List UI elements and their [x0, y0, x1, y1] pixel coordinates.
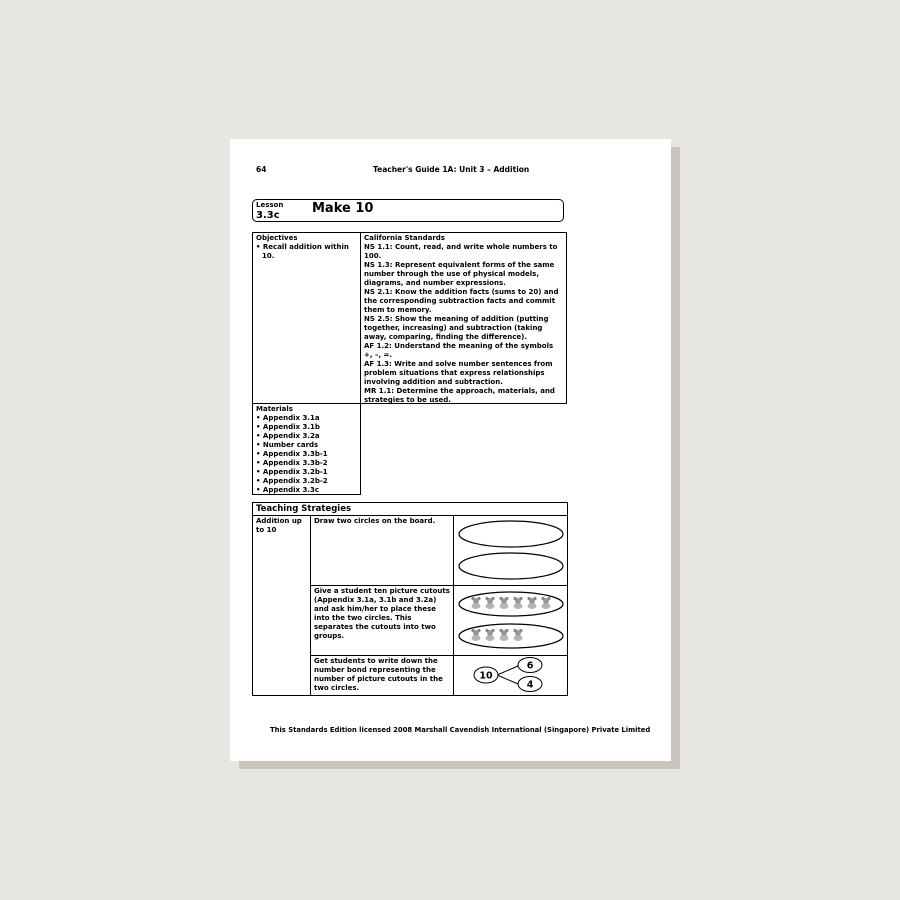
- picture-cutout-icon: [471, 629, 480, 641]
- empty-circle-bottom: [459, 553, 563, 579]
- teaching-step-3: Get students to write down the number bond representing the number of picture cutouts in the two circles.: [310, 655, 454, 696]
- standard-item: NS 2.1: Know the addition facts (sums to 20) and the corresponding subtraction facts and commit them to memory.: [364, 288, 559, 314]
- materials-heading: Materials: [256, 405, 293, 413]
- two-circles-svg: [454, 516, 567, 585]
- number-bond-svg: [454, 656, 567, 695]
- teaching-step-2: Give a student ten picture cutouts (Appendix 3.1a, 3.1b and 3.2a) and ask him/her to place these into the two circles. This separates the cutouts into two groups.: [310, 585, 454, 656]
- material-item: • Appendix 3.2b-1: [256, 468, 357, 477]
- picture-cutout-icon: [499, 629, 508, 641]
- material-item: • Appendix 3.3b-1: [256, 450, 357, 459]
- standard-item: NS 2.5: Show the meaning of addition (putting together, increasing) and subtraction (taking away, comparing, finding the difference).: [364, 315, 549, 341]
- running-title: Teacher's Guide 1A: Unit 3 – Addition: [373, 165, 530, 174]
- picture-cutout-icon: [527, 597, 536, 609]
- standards-heading: California Standards: [364, 234, 445, 242]
- material-item: • Appendix 3.1b: [256, 423, 357, 432]
- picture-cutout-icon: [513, 629, 522, 641]
- material-item: • Appendix 3.2a: [256, 432, 357, 441]
- standard-item: NS 1.1: Count, read, and write whole numbers to 100.: [364, 243, 558, 260]
- picture-cutout-icon: [541, 597, 550, 609]
- picture-cutout-icon: [485, 629, 494, 641]
- two-circles-illustration: [453, 515, 568, 586]
- materials-cell: [252, 403, 361, 495]
- cutouts-svg: [454, 586, 567, 655]
- objectives-heading: Objectives: [256, 234, 298, 242]
- objectives-list: [256, 243, 357, 261]
- objective-item: • Recall addition within 10.: [256, 243, 357, 261]
- teaching-step-1: Draw two circles on the board.: [310, 515, 454, 586]
- bond-part1-value: 6: [526, 660, 534, 672]
- material-item: • Appendix 3.3b-2: [256, 459, 357, 468]
- bond-part2-value: 4: [526, 679, 534, 691]
- standards-cell: [360, 232, 567, 404]
- material-item: • Number cards: [256, 441, 357, 450]
- teaching-section-label: Addition up to 10: [252, 515, 311, 696]
- picture-cutout-icon: [485, 597, 494, 609]
- picture-cutout-icon: [471, 597, 480, 609]
- material-item: • Appendix 3.2b-2: [256, 477, 357, 486]
- cutouts-illustration: [453, 585, 568, 656]
- teaching-strategies-heading: Teaching Strategies: [252, 502, 568, 516]
- material-item: • Appendix 3.3c: [256, 486, 357, 495]
- empty-circle-top: [459, 521, 563, 547]
- standard-item: AF 1.3: Write and solve number sentences from problem situations that express relationships involving addition and subtraction.: [364, 360, 553, 386]
- lesson-header: [252, 199, 564, 222]
- standard-item: AF 1.2: Understand the meaning of the symbols +, –, =.: [364, 342, 554, 359]
- bond-line-top: [497, 666, 518, 675]
- lesson-title: Make 10: [312, 201, 374, 216]
- number-bond-illustration: [453, 655, 568, 696]
- objectives-cell: [252, 232, 361, 404]
- page-number: 64: [256, 165, 267, 174]
- picture-cutout-icon: [513, 597, 522, 609]
- lesson-number: 3.3c: [256, 210, 280, 221]
- picture-cutout-icon: [499, 597, 508, 609]
- standard-item: NS 1.3: Represent equivalent forms of the same number through the use of physical models, diagrams, and number expressions.: [364, 261, 555, 287]
- bond-line-bottom: [497, 675, 518, 684]
- bond-whole-value: 10: [479, 670, 493, 682]
- standard-item: MR 1.1: Determine the approach, materials, and strategies to be used.: [364, 387, 555, 404]
- materials-list: [256, 414, 357, 495]
- license-footer: This Standards Edition licensed 2008 Marshall Cavendish International (Singapore) Private Limited: [270, 726, 651, 734]
- lesson-label: Lesson: [256, 201, 284, 209]
- material-item: • Appendix 3.1a: [256, 414, 357, 423]
- document-page: [230, 139, 671, 761]
